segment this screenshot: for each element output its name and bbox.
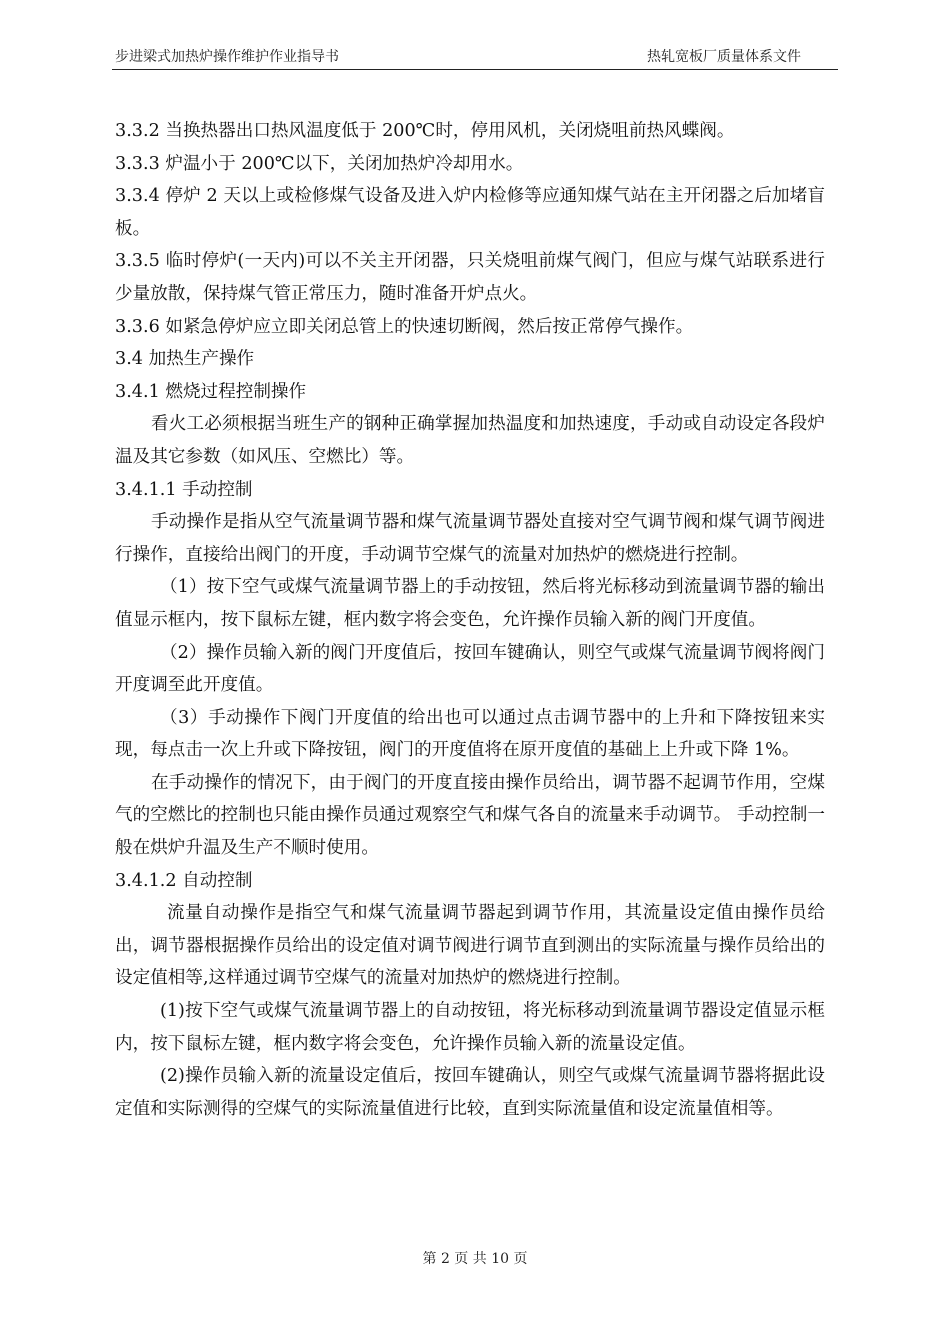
manual-step-2: （2）操作员输入新的阀门开度值后，按回车键确认，则空气或煤气流量调节阀将阀门开度调至此开度值。 bbox=[115, 642, 825, 696]
section-3-3-5: 3.3.5 临时停炉(一天内)可以不关主开闭器，只关烧咀前煤气阀门，但应与煤气站联系进行少量放散，保持煤气管正常压力，随时准备开炉点火。 bbox=[115, 251, 825, 304]
paragraph-auto-definition: 流量自动操作是指空气和煤气流量调节器起到调节作用，其流量设定值由操作员给出，调节器根据操作员给出的设定值对调节阀进行调节直到测出的实际流量与操作员给出的设定值相等,这样通过调节空煤气的流量对加热炉的燃烧进行控制。 bbox=[115, 903, 825, 989]
heading-3-4-1-1: 3.4.1.1 手动控制 bbox=[115, 479, 253, 500]
auto-step-1: (1)按下空气或煤气流量调节器上的自动按钮，将光标移动到流量调节器设定值显示框内，按下鼠标左键，框内数字将会变色，允许操作员输入新的流量设定值。 bbox=[115, 1001, 825, 1054]
header-document-title: 步进梁式加热炉操作维护作业指导书 bbox=[115, 49, 339, 65]
document-body bbox=[115, 115, 825, 1125]
section-3-3-4: 3.3.4 停炉 2 天以上或检修煤气设备及进入炉内检修等应通知煤气站在主开闭器之后加堵盲板。 bbox=[115, 186, 825, 239]
header-document-category: 热轧宽板厂质量体系文件 bbox=[647, 49, 801, 65]
page-header bbox=[115, 46, 835, 68]
manual-step-3: （3）手动操作下阀门开度值的给出也可以通过点击调节器中的上升和下降按钮来实现，每点击一次上升或下降按钮，阀门的开度值将在原开度值的基础上上升或下降 1%。 bbox=[115, 707, 825, 761]
paragraph-manual-note: 在手动操作的情况下，由于阀门的开度直接由操作员给出，调节器不起调节作用，空煤气的空燃比的控制也只能由操作员通过观察空气和煤气各自的流量来手动调节。 手动控制一般在烘炉升温及生产不顺时使用。 bbox=[115, 772, 825, 859]
header-rule bbox=[112, 69, 838, 70]
section-3-3-2: 3.3.2 当换热器出口热风温度低于 200℃时，停用风机，关闭烧咀前热风蝶阀。 bbox=[115, 121, 735, 141]
page-number: 第 2 页 共 10 页 bbox=[422, 1251, 528, 1267]
paragraph-operator-duty: 看火工必须根据当班生产的钢种正确掌握加热温度和加热速度，手动或自动设定各段炉温及其它参数（如风压、空燃比）等。 bbox=[115, 414, 825, 467]
heading-3-4-1-2: 3.4.1.2 自动控制 bbox=[115, 870, 253, 891]
heading-3-4: 3.4 加热生产操作 bbox=[115, 349, 255, 370]
section-3-3-6: 3.3.6 如紧急停炉应立即关闭总管上的快速切断阀，然后按正常停气操作。 bbox=[115, 316, 694, 337]
heading-3-4-1: 3.4.1 燃烧过程控制操作 bbox=[115, 381, 307, 402]
paragraph-manual-definition: 手动操作是指从空气流量调节器和煤气流量调节器处直接对空气调节阀和煤气调节阀进行操作，直接给出阀门的开度，手动调节空煤气的流量对加热炉的燃烧进行控制。 bbox=[115, 512, 825, 565]
section-3-3-3: 3.3.3 炉温小于 200℃以下，关闭加热炉冷却用水。 bbox=[115, 153, 524, 174]
manual-step-1: （1）按下空气或煤气流量调节器上的手动按钮，然后将光标移动到流量调节器的输出值显示框内，按下鼠标左键，框内数字将会变色，允许操作员输入新的阀门开度值。 bbox=[115, 577, 825, 630]
auto-step-2: (2)操作员输入新的流量设定值后，按回车键确认，则空气或煤气流量调节器将据此设定值和实际测得的空煤气的实际流量值进行比较，直到实际流量值和设定流量值相等。 bbox=[115, 1066, 825, 1119]
